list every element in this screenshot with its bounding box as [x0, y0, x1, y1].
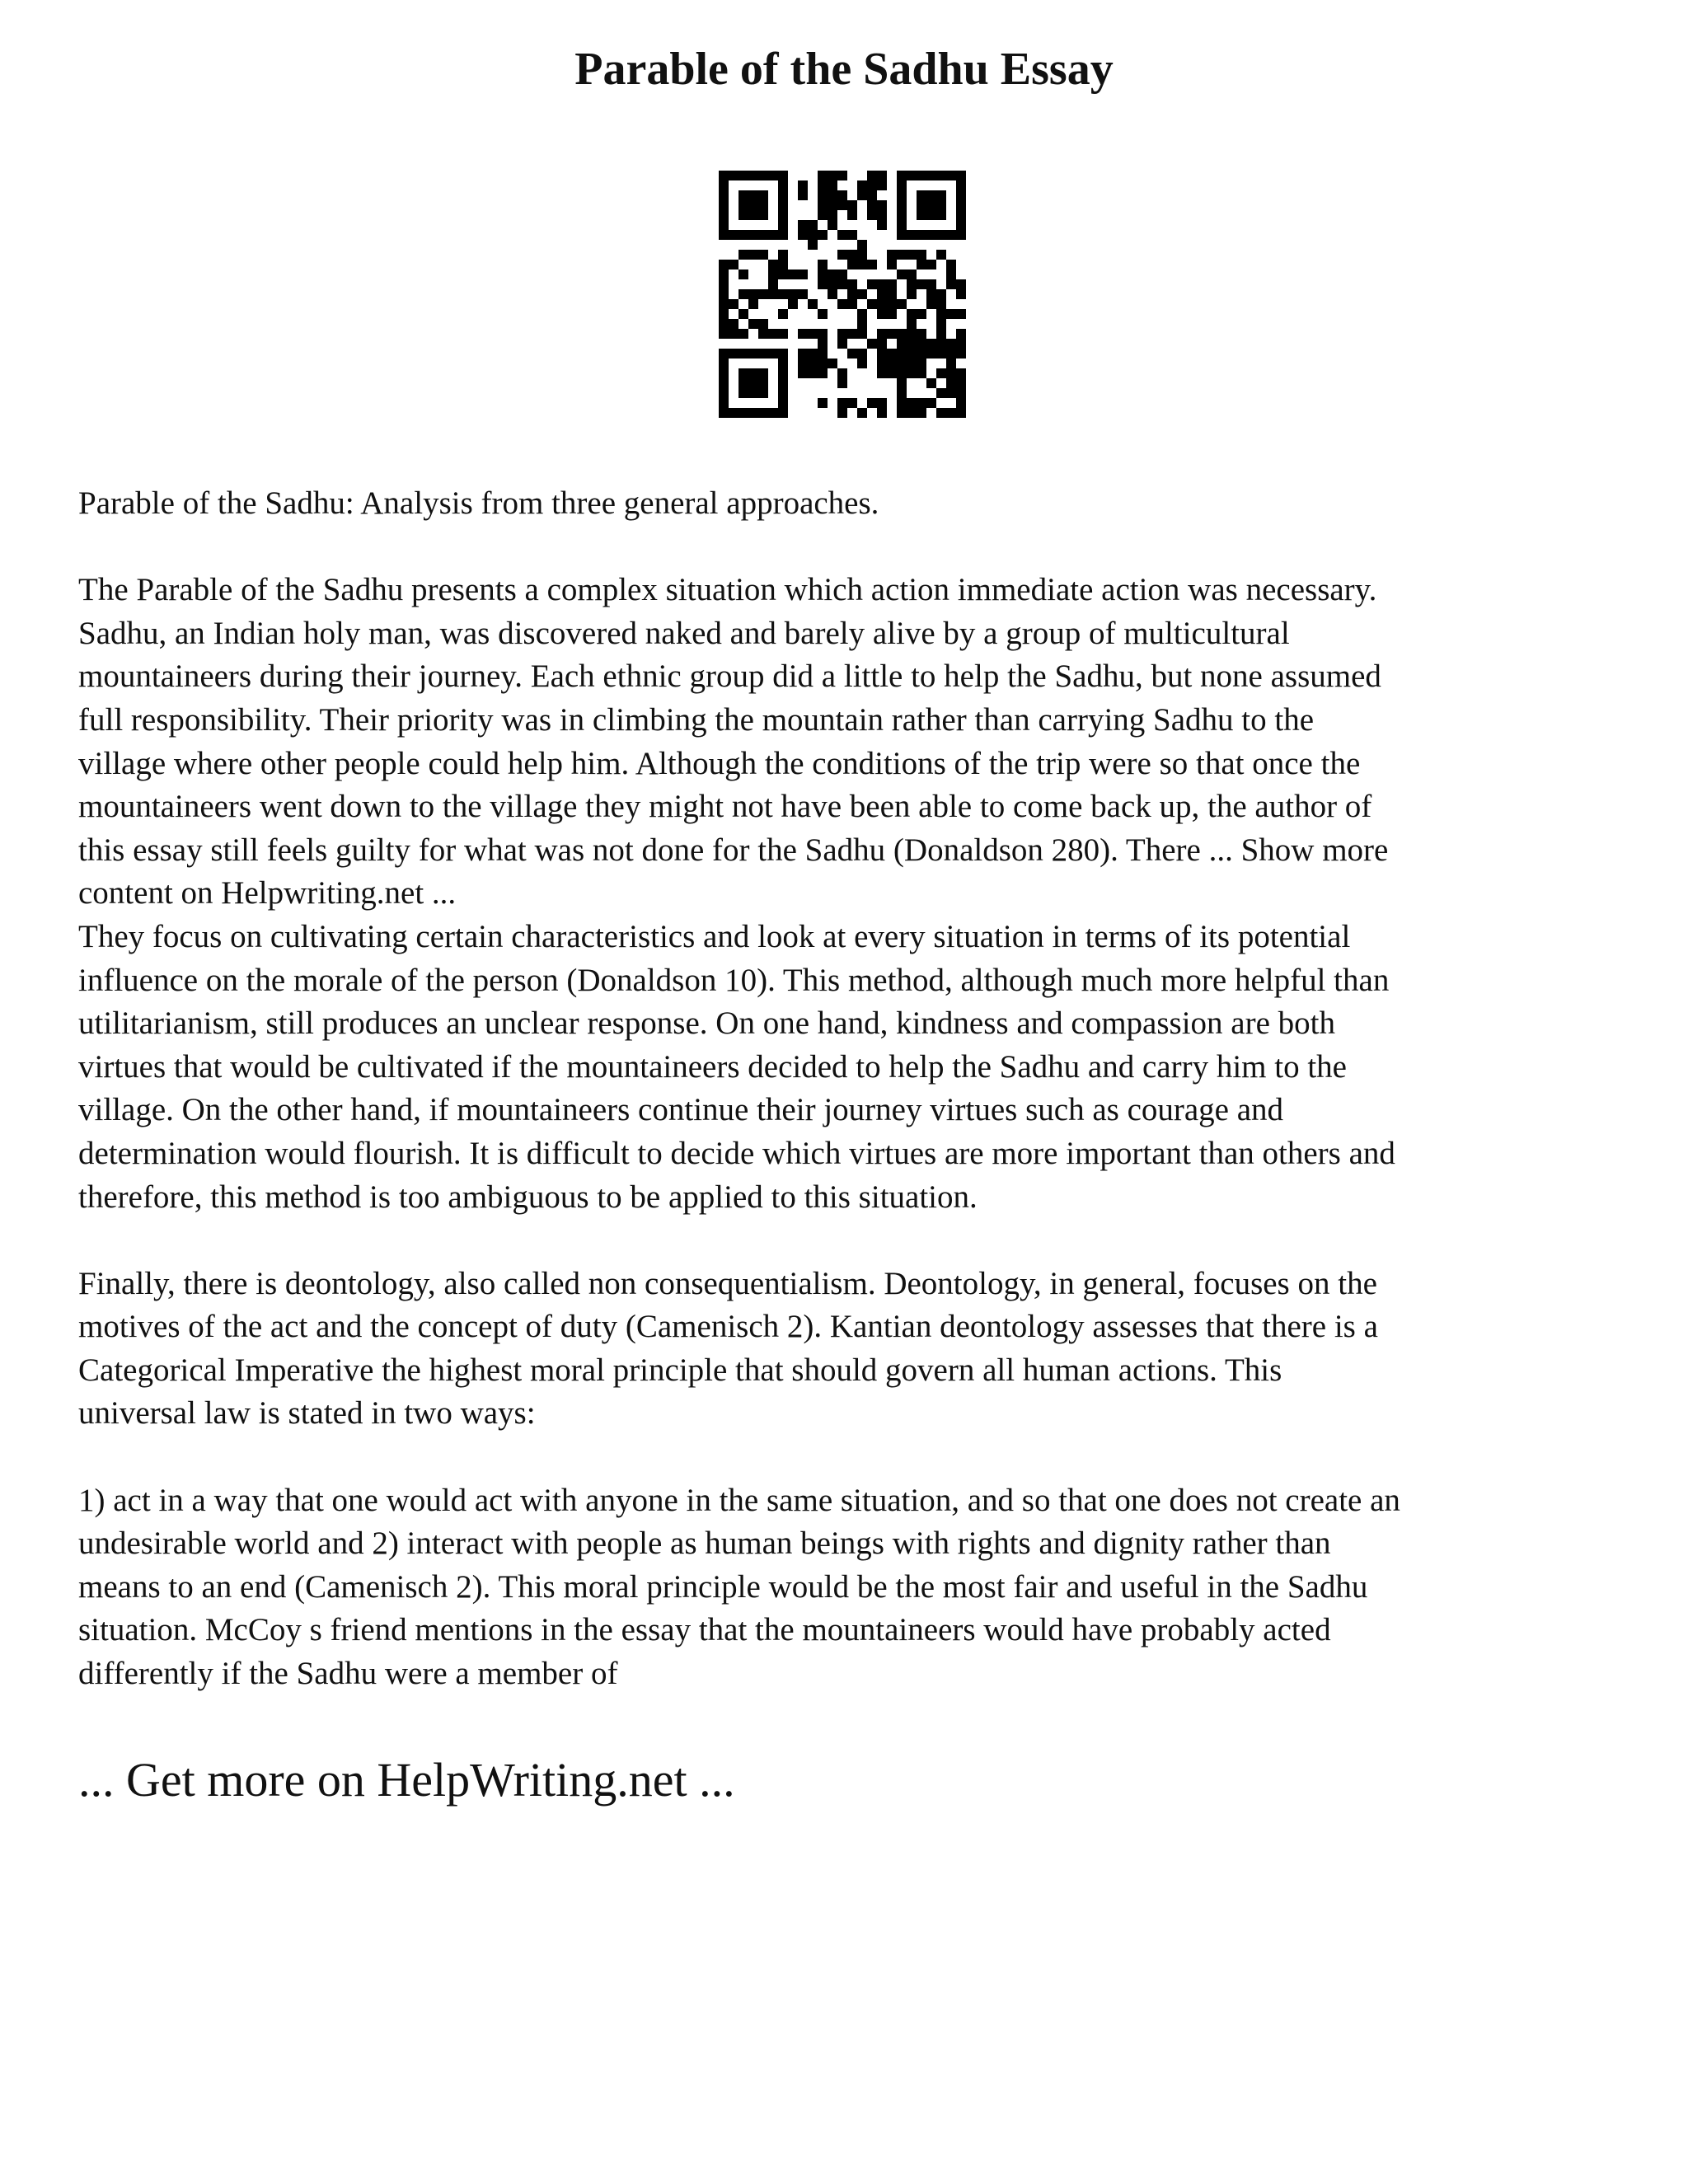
paragraph-gap [78, 526, 1628, 569]
qr-code-icon [719, 171, 966, 418]
essay-paragraph: The Parable of the Sadhu presents a complex situation which action immediate action was necessary. Sadhu, an Indian holy man, was discovered naked and barely alive by a group of multicultural mountaineers during their journey. Each ethnic group did a little to help the Sadhu, but none assumed full responsibility. Their priority was in climbing the mountain rather than carrying Sadhu to the village where other people could help him. Although the conditions of the trip were so that once the mountaineers went down to the village they might not have been able to come back up, the author of this essay still feels guilty for what was not done for the Sadhu (Donaldson 280). There ... Show more content on Helpwriting.net ... [78, 572, 1389, 912]
paragraph-gap [78, 1219, 1628, 1263]
essay-paragraph: 1) act in a way that one would act with anyone in the same situation, and so that one does not create an undesirable world and 2) interact with people as human beings with rights and dignity rather than means to an end (Camenisch 2). This moral principle would be the most fair and useful in the Sadhu situation. McCoy s friend mentions in the essay that the mountaineers would have probably acted differently if the Sadhu were a member of [78, 1482, 1400, 1692]
paragraph-gap [78, 1436, 1628, 1479]
essay-paragraph: They focus on cultivating certain characteristics and look at every situation in terms of its potential influence on the morale of the person (Donaldson 10). This method, although much more helpful than utilitarianism, still produces an unclear response. On one hand, kindness and compassion are both virtues that would be cultivated if the mountaineers decided to help the Sadhu and carry him to the village. On the other hand, if mountaineers continue their journey virtues such as courage and determination would flourish. It is difficult to decide which virtues are more important than others and therefore, this method is too ambiguous to be applied to this situation. [78, 918, 1395, 1215]
essay-intro: Parable of the Sadhu: Analysis from three general approaches. [78, 485, 879, 521]
page-title: Parable of the Sadhu Essay [574, 44, 1114, 95]
essay-body [78, 482, 1628, 1696]
get-more-link[interactable]: ... Get more on HelpWriting.net ... [78, 1753, 735, 1807]
essay-paragraph: Finally, there is deontology, also called non consequentialism. Deontology, in general, focuses on the motives of the act and the concept of duty (Camenisch 2). Kantian deontology assesses that there is a Categorical Imperative the highest moral principle that should govern all human actions. This universal law is stated in two ways: [78, 1265, 1378, 1432]
